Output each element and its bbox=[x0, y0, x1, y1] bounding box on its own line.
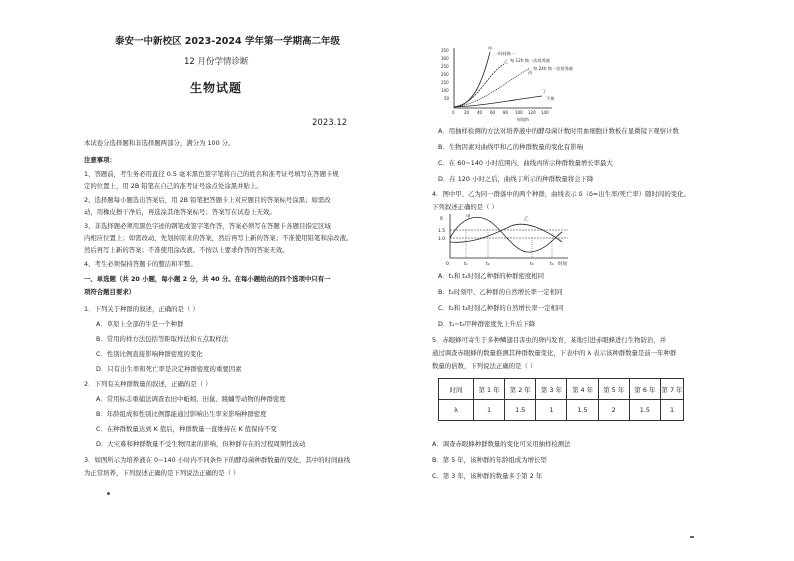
note-3c: 然后再写上新的答案；不准使用涂改液。不按以上要求作答的答案无效。 bbox=[84, 246, 289, 254]
fig3-ytick: 300 bbox=[441, 56, 449, 61]
table-cell: 1.5 bbox=[505, 400, 536, 421]
q3-stem-2: 为正常培养，下列叙述正确的是下列说法正确的是（ ） bbox=[84, 469, 240, 477]
fig3-y-ticks bbox=[441, 48, 450, 101]
exam-date: 2023.12 bbox=[312, 118, 348, 128]
fig3-xtick: 100 bbox=[515, 110, 523, 115]
q5-lambda-table bbox=[438, 378, 684, 421]
fig3-xtick: 20 bbox=[464, 110, 470, 115]
legend-jia: 一时间换一 bbox=[494, 51, 515, 56]
q5-stem-3: 数量的倍数，下列说法正确的是（ ） bbox=[432, 362, 537, 370]
fig4-t1: t₁ bbox=[464, 262, 468, 267]
curve-jia bbox=[454, 52, 490, 107]
curve-jia bbox=[450, 217, 562, 252]
fig4-label-yi: 乙 bbox=[524, 217, 529, 222]
table-cell: 1 bbox=[661, 400, 684, 421]
fig3-xtick: 60 bbox=[490, 110, 496, 115]
fig4-label-jia: 甲 bbox=[466, 215, 471, 220]
q5-stem-1: 5．赤眼蜂可寄生于多种鳞翅目害虫的卵内发育，某地引进赤眼蜂进行生物防治，并 bbox=[432, 336, 667, 344]
legend-yi: 每 12h 换一次培养液 bbox=[510, 58, 550, 63]
q5-option-a: A．调查赤眼蜂种群数量的变化可采用抽样检测法 bbox=[432, 440, 571, 448]
q2-option-a: A．常用标志重捕法调查农田中蚯蚓、田鼠、跳蝻等动物的种群密度 bbox=[96, 395, 286, 403]
note-2a: 2、选择题每小题选出答案后，用 2B 铅笔把答题卡上对应题目的答案标号涂黑；如需改 bbox=[84, 196, 331, 204]
table-cell: 2 bbox=[598, 400, 629, 421]
fig4-x-label: 时间 bbox=[558, 262, 567, 267]
q5-option-b: B．第 5 年，该种群的年龄组成为增长型 bbox=[432, 456, 547, 464]
q3-stem-1: 3．如图所示为培养液在 0~140 小时内不同条件下的酵母菌种群数量的变化，其中的时间曲线 bbox=[84, 456, 351, 464]
fig4-t3: t₃ bbox=[530, 262, 534, 267]
q3-option-b: B．生物因素对曲线甲和乙的种群数量的变化有影响 bbox=[438, 143, 583, 151]
table-cell: 1.5 bbox=[567, 400, 598, 421]
q4-option-d: D．t₁~t₄甲种群密度先上升后下降 bbox=[438, 320, 536, 328]
fig3-ytick: 250 bbox=[441, 64, 449, 69]
table-cell: 1 bbox=[474, 400, 505, 421]
exam-name: 12 月份学情诊断 bbox=[184, 57, 249, 67]
scan-speck bbox=[107, 492, 110, 495]
q1-option-b: B．常用的样方法包括等距取样法和五点取样法 bbox=[96, 335, 229, 343]
fig3-ytick: 150 bbox=[441, 80, 449, 85]
section-heading: 一、单选题（共 20 小题，每小题 2 分，共 40 分。在每小题给出的四个选项中只有一 bbox=[84, 275, 331, 283]
section-heading-2: 项符合题目要求） bbox=[84, 288, 136, 296]
school-header: 泰安一中新校区 2023-2024 学年第一学期高二年级 bbox=[115, 36, 340, 47]
q4-stem-1: 4．图中甲、乙为同一群落中的两个种群，曲线表示 δ（δ=出生率/死亡率）随时间的变化。 bbox=[432, 190, 690, 198]
table-header-cell: 第 3 年 bbox=[536, 379, 567, 400]
table-cell: 1 bbox=[536, 400, 567, 421]
note-1a: 1、答题前，考生务必用直径 0.5 毫米黑色签字笔将自己的姓名和准考证号填写在答题卡规 bbox=[84, 170, 339, 178]
label-bing: 丙 bbox=[528, 70, 533, 75]
table-header-cell: 第 6 年 bbox=[629, 379, 660, 400]
table-header-cell: 时间 bbox=[439, 379, 474, 400]
fig4-y-label: δ bbox=[440, 217, 443, 222]
legend-ding: 不换 bbox=[546, 96, 555, 101]
legend-bing: 每 24h 换一次培养液 bbox=[533, 66, 573, 71]
q4-stem-2: 下列叙述正确的是（ ） bbox=[432, 203, 498, 211]
note-3b: 内相应位置上；如需改动，先划掉原来的答案，然后再写上新的答案；不准使用铅笔和涂改液。 bbox=[84, 234, 353, 242]
fig4-ytick: 1.0 bbox=[438, 237, 446, 242]
table-header-cell: 第 1 年 bbox=[474, 379, 505, 400]
scan-speck bbox=[690, 536, 694, 538]
q1-option-c: C．性别比例直接影响种群密度的变化 bbox=[96, 350, 203, 358]
table-row bbox=[439, 400, 684, 421]
q1-stem: 1．下列关于种群的叙述，正确的是（ ） bbox=[84, 305, 199, 313]
q3-option-c: C．在 60~140 小时范围内，曲线丙所示种群数量增长率最大 bbox=[438, 159, 613, 167]
fig3-ytick: 100 bbox=[441, 88, 449, 93]
q3-option-d: D．在 120 小时之后，曲线丁所示的种群数量将会下降 bbox=[438, 175, 594, 183]
fig3-xtick: 140 bbox=[541, 110, 549, 115]
q4-option-b: B．t₂时刻甲、乙种群的自然增长率一定相同 bbox=[438, 288, 563, 296]
label-ding: 丁 bbox=[542, 89, 547, 94]
fig3-ytick: 50 bbox=[444, 96, 450, 101]
table-cell: 1.5 bbox=[629, 400, 660, 421]
curve-bing bbox=[454, 68, 533, 107]
note-3a: 3、非选择题必须用黑色字迹的钢笔或签字笔作答，答案必须写在答题卡各题目指定区域 bbox=[84, 222, 331, 230]
fig3-xtick: 120 bbox=[528, 110, 536, 115]
fig3-ytick: 350 bbox=[441, 48, 449, 53]
table-header-cell: 第 4 年 bbox=[567, 379, 598, 400]
fig4-t4: t₄ bbox=[550, 262, 554, 267]
label-jia: 甲 bbox=[488, 46, 493, 51]
curve-yi bbox=[450, 224, 562, 242]
fig4-ytick: 1.5 bbox=[438, 229, 446, 234]
q1-option-a: A．草原上全部的牛是一个种群 bbox=[96, 320, 184, 328]
q5-option-c: C．第 3 年，该种群的数量多于第 2 年 bbox=[432, 472, 543, 480]
fig3-xtick: 0 bbox=[452, 110, 455, 115]
fig3-xtick: 80 bbox=[503, 110, 509, 115]
intro-line: 本试卷分选择题和非选择题两部分，满分为 100 分。 bbox=[84, 139, 235, 147]
fig4-t2: t₂ bbox=[486, 262, 490, 267]
fig3-xtick: 40 bbox=[477, 110, 483, 115]
q2-stem: 2．下列有关种群数量的叙述，正确的是（ ） bbox=[84, 380, 212, 388]
notes-title: 注意事项： bbox=[84, 156, 116, 164]
q2-option-d: D．大灾难和种群数量不受生物因素的影响，但种群存在的过程周期性波动 bbox=[96, 440, 306, 448]
q5-stem-2: 通过调查赤眼蜂的数量推测其种群数量变化，下表中的 λ 表示该种群数量是前一年种群 bbox=[432, 349, 677, 357]
fig4-t0: 0 bbox=[446, 262, 449, 267]
fig3-x-ticks bbox=[452, 110, 549, 122]
q4-option-a: A．t₁和 t₄时刻乙种群的种群密度相同 bbox=[438, 272, 545, 280]
fig3-x-label: 时间/h bbox=[517, 117, 529, 122]
table-header-row bbox=[439, 379, 684, 400]
table-cell: λ bbox=[439, 400, 474, 421]
note-1b: 定的位置上，用 2B 铅笔在自己的准考证号涂点处涂黑并贴上。 bbox=[84, 182, 263, 190]
q4-delta-figure bbox=[436, 212, 576, 270]
q2-option-c: C．在种群数量达到 K 值后，种群数量一直维持在 K 值保持不变 bbox=[96, 425, 277, 433]
table-header-cell: 第 5 年 bbox=[598, 379, 629, 400]
q3-population-figure bbox=[432, 44, 582, 124]
fig3-ytick: 200 bbox=[441, 72, 449, 77]
q4-option-c: C．t₂和 t₃时刻乙种群的自然增长率一定相同 bbox=[438, 304, 564, 312]
label-yi: 乙 bbox=[504, 59, 509, 64]
q2-option-b: B．年龄组成和性别比例都能通过影响出生率来影响种群密度 bbox=[96, 410, 267, 418]
q3-option-a: A．用抽样检测的方法对培养液中的酵母菌计数时用血细胞计数板在显微镜下观察计数 bbox=[438, 127, 679, 135]
table-header-cell: 第 7 年 bbox=[661, 379, 684, 400]
note-4: 4、考生必须保持答题卡的整洁和平整。 bbox=[84, 260, 197, 268]
note-2b: 动，用橡皮擦干净后，再选涂其他答案标号；答案写在试卷上无效。 bbox=[84, 208, 276, 216]
subject-title: 生物试题 bbox=[190, 81, 243, 95]
table-header-cell: 第 2 年 bbox=[505, 379, 536, 400]
q1-option-d: D．只有出生率和死亡率是决定种群密度的重要因素 bbox=[96, 365, 242, 373]
